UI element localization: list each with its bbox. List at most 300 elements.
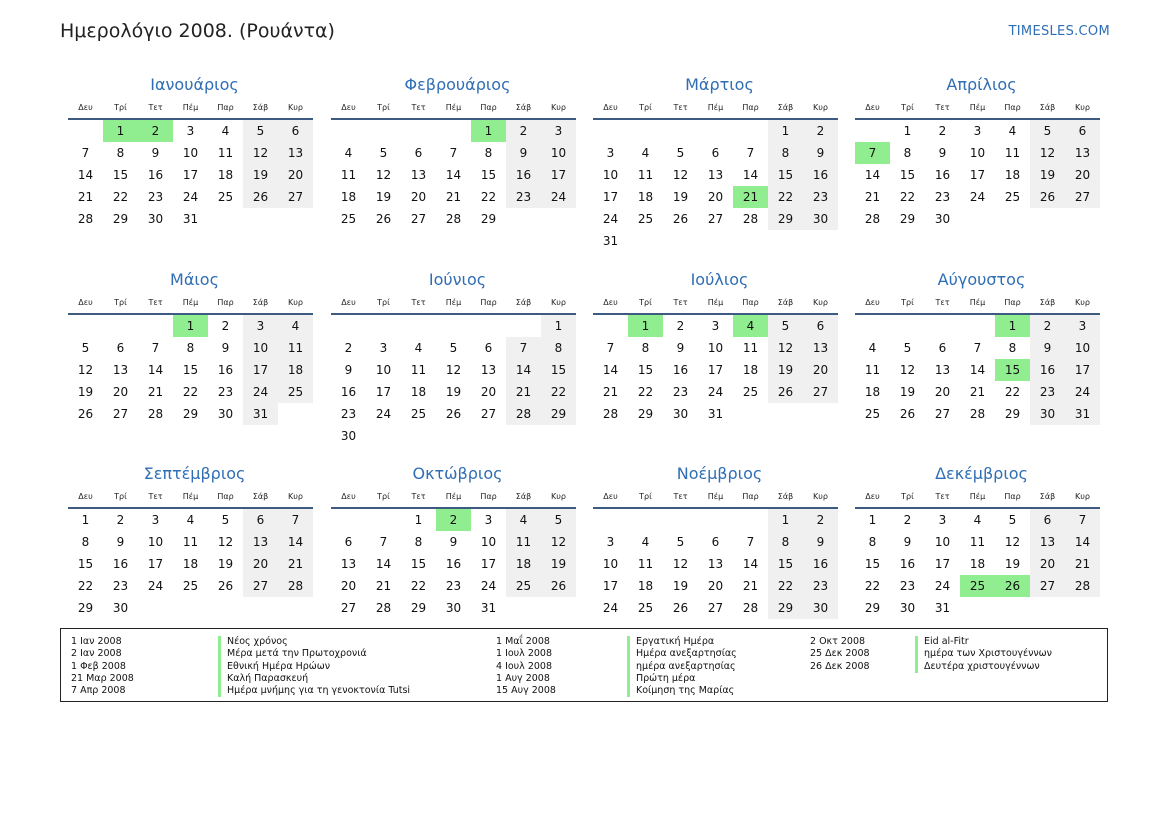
day-cell: 20 <box>340 579 357 593</box>
month-name: Μάιος <box>170 270 219 289</box>
week-row <box>331 381 576 403</box>
day-cell: 8 <box>868 535 877 549</box>
day-cell: 9 <box>221 341 230 355</box>
day-cell: 7 <box>151 341 160 355</box>
weekend-day: 10 <box>541 142 576 164</box>
week-row <box>593 337 838 359</box>
day-cell: 29 <box>77 601 94 615</box>
weekend-day: 16 <box>506 164 541 186</box>
day-cell: 22 <box>182 385 199 399</box>
day-cell: 8 <box>116 146 125 160</box>
month-name: Ιανουάριος <box>150 75 239 94</box>
empty-cell <box>995 208 1030 230</box>
day-cell: 6 <box>414 146 423 160</box>
week-row <box>593 142 838 164</box>
week-row <box>68 509 313 531</box>
day-cell: 4 <box>1008 124 1017 138</box>
weekend-day: 2 <box>506 120 541 142</box>
day-cell: 3 <box>606 535 615 549</box>
weekday-label: Δευ <box>341 492 356 501</box>
day-cell: 28 <box>445 212 462 226</box>
week-row <box>331 164 576 186</box>
weekend-day: 19 <box>1030 164 1065 186</box>
day-cell: 22 <box>899 190 916 204</box>
weekend-day: 24 <box>1065 381 1100 403</box>
day-cell: 13 <box>934 363 951 377</box>
week-row <box>593 315 838 337</box>
empty-cell <box>401 120 436 142</box>
day-cell: 25 <box>410 407 427 421</box>
empty-cell <box>768 403 803 425</box>
empty-cell <box>628 120 663 142</box>
day-cell: 18 <box>182 557 199 571</box>
day-cell: 13 <box>340 557 357 571</box>
day-cell: 17 <box>602 579 619 593</box>
empty-cell <box>960 208 995 230</box>
day-cell: 7 <box>746 535 755 549</box>
empty-cell <box>593 315 628 337</box>
day-cell: 29 <box>864 601 881 615</box>
weekend-day: 4 <box>278 315 313 337</box>
weekend-day: 18 <box>278 359 313 381</box>
weekday-label: Δευ <box>603 298 618 307</box>
day-cell: 25 <box>864 407 881 421</box>
empty-cell <box>68 120 103 142</box>
weekend-day: 7 <box>506 337 541 359</box>
day-cell: 19 <box>672 579 689 593</box>
day-cell: 17 <box>707 363 724 377</box>
weekend-day: 10 <box>1065 337 1100 359</box>
day-cell: 1 <box>414 513 423 527</box>
empty-cell <box>366 120 401 142</box>
day-cell: 24 <box>707 385 724 399</box>
day-cell: 16 <box>147 168 164 182</box>
weekend-day: 29 <box>768 597 803 619</box>
day-cell: 7 <box>379 535 388 549</box>
empty-cell <box>733 120 768 142</box>
day-cell: 7 <box>973 341 982 355</box>
legend-date: 25 Δεκ 2008 <box>810 648 870 660</box>
empty-cell <box>628 509 663 531</box>
holiday-day: 1 <box>995 315 1030 337</box>
weekday-label: Τετ <box>935 298 950 307</box>
day-cell: 14 <box>147 363 164 377</box>
day-cell: 27 <box>340 601 357 615</box>
week-row <box>331 425 576 447</box>
day-cell: 22 <box>480 190 497 204</box>
weekend-day: 27 <box>1030 575 1065 597</box>
empty-cell <box>1030 597 1065 619</box>
day-cell: 18 <box>637 579 654 593</box>
empty-cell <box>960 597 995 619</box>
weekend-day: 9 <box>506 142 541 164</box>
weekday-header <box>593 97 838 120</box>
weekend-day: 6 <box>803 315 838 337</box>
weekday-label: Σάβ <box>777 103 794 112</box>
week-row <box>855 597 1100 619</box>
weekend-day: 1 <box>768 120 803 142</box>
day-cell: 6 <box>116 341 125 355</box>
empty-cell <box>593 120 628 142</box>
month-block <box>68 268 313 425</box>
legend-names <box>218 636 410 697</box>
weekend-day: 26 <box>243 186 278 208</box>
weekend-day: 20 <box>278 164 313 186</box>
empty-cell <box>733 230 768 252</box>
empty-cell <box>401 425 436 447</box>
day-cell: 2 <box>938 124 947 138</box>
empty-cell <box>103 315 138 337</box>
weekday-label: Πέμ <box>445 103 462 112</box>
day-cell: 20 <box>934 385 951 399</box>
week-row <box>855 208 1100 230</box>
holiday-day: 1 <box>628 315 663 337</box>
weekday-label: Τρί <box>377 298 390 307</box>
day-cell: 11 <box>742 341 759 355</box>
day-cell: 20 <box>707 579 724 593</box>
holiday-day: 1 <box>173 315 208 337</box>
month-name: Δεκέμβριος <box>935 464 1028 483</box>
day-cell: 19 <box>1004 557 1021 571</box>
weekend-day: 25 <box>506 575 541 597</box>
legend-holiday-name: ημέρα ανεξαρτησίας <box>627 661 737 673</box>
day-cell: 30 <box>217 407 234 421</box>
month-block <box>331 73 576 230</box>
weekday-label: Τρί <box>639 298 652 307</box>
weekend-day: 20 <box>243 553 278 575</box>
day-cell: 9 <box>449 535 458 549</box>
month-block <box>855 73 1100 230</box>
weekend-day: 21 <box>278 553 313 575</box>
day-cell: 30 <box>147 212 164 226</box>
day-cell: 26 <box>899 407 916 421</box>
legend-holiday-name: Ημέρα ανεξαρτησίας <box>627 648 737 660</box>
weekend-day: 24 <box>243 381 278 403</box>
day-cell: 14 <box>375 557 392 571</box>
legend-date: 4 Ιουλ 2008 <box>496 660 552 672</box>
day-cell: 29 <box>480 212 497 226</box>
day-cell: 14 <box>742 168 759 182</box>
day-cell: 6 <box>344 535 353 549</box>
weekday-label: Τρί <box>114 103 127 112</box>
weekend-day: 11 <box>506 531 541 553</box>
day-cell: 10 <box>707 341 724 355</box>
day-cell: 6 <box>711 146 720 160</box>
weekend-day: 8 <box>768 531 803 553</box>
day-cell: 21 <box>77 190 94 204</box>
weekend-day: 29 <box>541 403 576 425</box>
weekday-label: Κυρ <box>288 492 303 501</box>
weekday-label: Δευ <box>341 298 356 307</box>
day-cell: 25 <box>637 212 654 226</box>
day-cell: 29 <box>899 212 916 226</box>
week-row <box>593 359 838 381</box>
month-block <box>593 462 838 619</box>
day-cell: 26 <box>672 212 689 226</box>
weekday-header <box>331 97 576 120</box>
weekend-day: 30 <box>803 208 838 230</box>
day-cell: 17 <box>602 190 619 204</box>
empty-cell <box>506 315 541 337</box>
week-row <box>68 337 313 359</box>
weekend-day: 1 <box>768 509 803 531</box>
weekend-day: 10 <box>243 337 278 359</box>
day-cell: 4 <box>414 341 423 355</box>
weekday-label: Τρί <box>377 103 390 112</box>
weekday-label: Σάβ <box>515 103 532 112</box>
weekday-header <box>855 292 1100 315</box>
day-cell: 11 <box>864 363 881 377</box>
weekend-day: 28 <box>1065 575 1100 597</box>
day-cell: 12 <box>899 363 916 377</box>
empty-cell <box>278 208 313 230</box>
empty-cell <box>890 315 925 337</box>
day-cell: 4 <box>868 341 877 355</box>
weekday-label: Τετ <box>411 298 426 307</box>
week-row <box>593 553 838 575</box>
empty-cell <box>855 315 890 337</box>
day-cell: 4 <box>344 146 353 160</box>
week-row <box>331 509 576 531</box>
day-cell: 11 <box>637 557 654 571</box>
day-cell: 13 <box>112 363 129 377</box>
day-cell: 11 <box>340 168 357 182</box>
day-cell: 15 <box>637 363 654 377</box>
day-cell: 30 <box>899 601 916 615</box>
day-cell: 18 <box>1004 168 1021 182</box>
weekend-day: 9 <box>1030 337 1065 359</box>
day-cell: 15 <box>480 168 497 182</box>
weekend-day: 27 <box>1065 186 1100 208</box>
day-cell: 2 <box>116 513 125 527</box>
weekday-header <box>331 292 576 315</box>
month-name: Ιούλιος <box>690 270 749 289</box>
day-cell: 4 <box>641 535 650 549</box>
weekday-label: Τρί <box>901 492 914 501</box>
day-cell: 15 <box>182 363 199 377</box>
day-cell: 15 <box>864 557 881 571</box>
day-cell: 25 <box>742 385 759 399</box>
day-cell: 27 <box>934 407 951 421</box>
legend-names <box>915 636 1052 673</box>
day-cell: 24 <box>480 579 497 593</box>
empty-cell <box>436 120 471 142</box>
legend-date: 7 Απρ 2008 <box>71 685 126 697</box>
day-cell: 24 <box>375 407 392 421</box>
month-name: Σεπτέμβριος <box>143 464 246 483</box>
day-cell: 21 <box>375 579 392 593</box>
weekday-header <box>593 292 838 315</box>
weekend-day: 3 <box>1065 315 1100 337</box>
legend-date: 1 Μαΐ 2008 <box>496 636 550 647</box>
day-cell: 9 <box>676 341 685 355</box>
weekend-day: 22 <box>768 186 803 208</box>
legend-date: 1 Αυγ 2008 <box>496 672 550 684</box>
page-title: Ημερολόγιο 2008. (Ρουάντα) <box>60 20 335 42</box>
weekend-day: 8 <box>768 142 803 164</box>
week-row <box>68 142 313 164</box>
weekday-label: Πέμ <box>969 492 986 501</box>
day-cell: 23 <box>217 385 234 399</box>
weekend-day: 31 <box>1065 403 1100 425</box>
day-cell: 28 <box>742 212 759 226</box>
day-cell: 12 <box>1004 535 1021 549</box>
empty-cell <box>925 315 960 337</box>
weekday-label: Παρ <box>742 492 759 501</box>
weekday-label: Σάβ <box>777 298 794 307</box>
weekday-label: Παρ <box>217 103 234 112</box>
day-cell: 14 <box>77 168 94 182</box>
day-cell: 21 <box>445 190 462 204</box>
day-cell: 22 <box>637 385 654 399</box>
day-cell: 31 <box>602 234 619 248</box>
empty-cell <box>278 597 313 619</box>
week-row <box>593 120 838 142</box>
weekday-label: Παρ <box>480 298 497 307</box>
day-cell: 21 <box>969 385 986 399</box>
day-cell: 20 <box>480 385 497 399</box>
empty-cell <box>401 315 436 337</box>
weekend-day: 6 <box>1030 509 1065 531</box>
week-row <box>331 553 576 575</box>
weekend-day: 26 <box>541 575 576 597</box>
weekday-label: Τρί <box>114 492 127 501</box>
weekday-label: Κυρ <box>813 492 828 501</box>
weekend-day: 4 <box>506 509 541 531</box>
empty-cell <box>331 509 366 531</box>
weekend-day: 23 <box>1030 381 1065 403</box>
day-cell: 23 <box>147 190 164 204</box>
week-row <box>593 597 838 619</box>
weekend-day: 22 <box>768 575 803 597</box>
day-cell: 17 <box>147 557 164 571</box>
day-cell: 11 <box>217 146 234 160</box>
weekday-label: Κυρ <box>1075 103 1090 112</box>
weekday-label: Κυρ <box>813 298 828 307</box>
day-cell: 24 <box>602 212 619 226</box>
week-row <box>593 575 838 597</box>
day-cell: 11 <box>1004 146 1021 160</box>
day-cell: 3 <box>379 341 388 355</box>
holiday-day: 1 <box>471 120 506 142</box>
empty-cell <box>506 208 541 230</box>
weekday-label: Πέμ <box>969 103 986 112</box>
weekend-day: 5 <box>541 509 576 531</box>
day-cell: 12 <box>217 535 234 549</box>
weekday-label: Παρ <box>1004 103 1021 112</box>
day-cell: 5 <box>903 341 912 355</box>
week-row <box>593 164 838 186</box>
day-cell: 3 <box>711 319 720 333</box>
empty-cell <box>243 208 278 230</box>
weekday-header <box>68 292 313 315</box>
empty-cell <box>803 403 838 425</box>
weekday-label: Παρ <box>217 492 234 501</box>
day-cell: 7 <box>449 146 458 160</box>
day-cell: 19 <box>77 385 94 399</box>
weekend-day: 3 <box>243 315 278 337</box>
weekday-label: Κυρ <box>1075 492 1090 501</box>
day-cell: 1 <box>81 513 90 527</box>
weekend-day: 18 <box>506 553 541 575</box>
weekend-day: 6 <box>278 120 313 142</box>
day-cell: 8 <box>414 535 423 549</box>
day-cell: 11 <box>637 168 654 182</box>
weekday-label: Πέμ <box>182 492 199 501</box>
day-cell: 30 <box>934 212 951 226</box>
week-row <box>855 403 1100 425</box>
weekday-label: Κυρ <box>551 103 566 112</box>
weekend-day: 12 <box>768 337 803 359</box>
day-cell: 14 <box>969 363 986 377</box>
weekday-label: Παρ <box>742 103 759 112</box>
holiday-day: 7 <box>855 142 890 164</box>
weekday-label: Πέμ <box>969 298 986 307</box>
weekday-label: Δευ <box>341 103 356 112</box>
weekend-day: 27 <box>803 381 838 403</box>
empty-cell <box>628 230 663 252</box>
weekday-label: Πέμ <box>707 492 724 501</box>
day-cell: 27 <box>410 212 427 226</box>
weekend-day: 30 <box>803 597 838 619</box>
day-cell: 22 <box>77 579 94 593</box>
day-cell: 5 <box>81 341 90 355</box>
weekend-day: 12 <box>1030 142 1065 164</box>
day-cell: 16 <box>217 363 234 377</box>
day-cell: 3 <box>938 513 947 527</box>
weekend-day: 20 <box>803 359 838 381</box>
day-cell: 28 <box>602 407 619 421</box>
week-row <box>68 315 313 337</box>
week-row <box>331 142 576 164</box>
legend-holiday-name: Κοίμηση της Μαρίας <box>627 685 737 697</box>
weekday-label: Δευ <box>603 492 618 501</box>
empty-cell <box>331 120 366 142</box>
day-cell: 18 <box>410 385 427 399</box>
day-cell: 14 <box>602 363 619 377</box>
day-cell: 12 <box>445 363 462 377</box>
weekend-day: 23 <box>803 575 838 597</box>
month-name: Οκτώβριος <box>412 464 503 483</box>
day-cell: 7 <box>606 341 615 355</box>
day-cell: 20 <box>112 385 129 399</box>
legend-date: 1 Φεβ 2008 <box>71 660 126 672</box>
weekend-day: 27 <box>278 186 313 208</box>
week-row <box>855 531 1100 553</box>
site-link[interactable]: TIMESLES.COM <box>1008 24 1110 39</box>
week-row <box>855 575 1100 597</box>
weekend-day: 14 <box>278 531 313 553</box>
day-cell: 28 <box>742 601 759 615</box>
day-cell: 24 <box>182 190 199 204</box>
empty-cell <box>541 425 576 447</box>
empty-cell <box>733 509 768 531</box>
weekend-day: 6 <box>1065 120 1100 142</box>
day-cell: 27 <box>707 601 724 615</box>
day-cell: 25 <box>637 601 654 615</box>
weekend-day: 2 <box>1030 315 1065 337</box>
empty-cell <box>698 509 733 531</box>
day-cell: 21 <box>864 190 881 204</box>
day-cell: 26 <box>672 601 689 615</box>
weekday-label: Τετ <box>411 103 426 112</box>
day-cell: 21 <box>147 385 164 399</box>
day-cell: 16 <box>899 557 916 571</box>
day-cell: 27 <box>112 407 129 421</box>
day-cell: 10 <box>602 557 619 571</box>
weekend-day: 7 <box>1065 509 1100 531</box>
day-cell: 16 <box>445 557 462 571</box>
